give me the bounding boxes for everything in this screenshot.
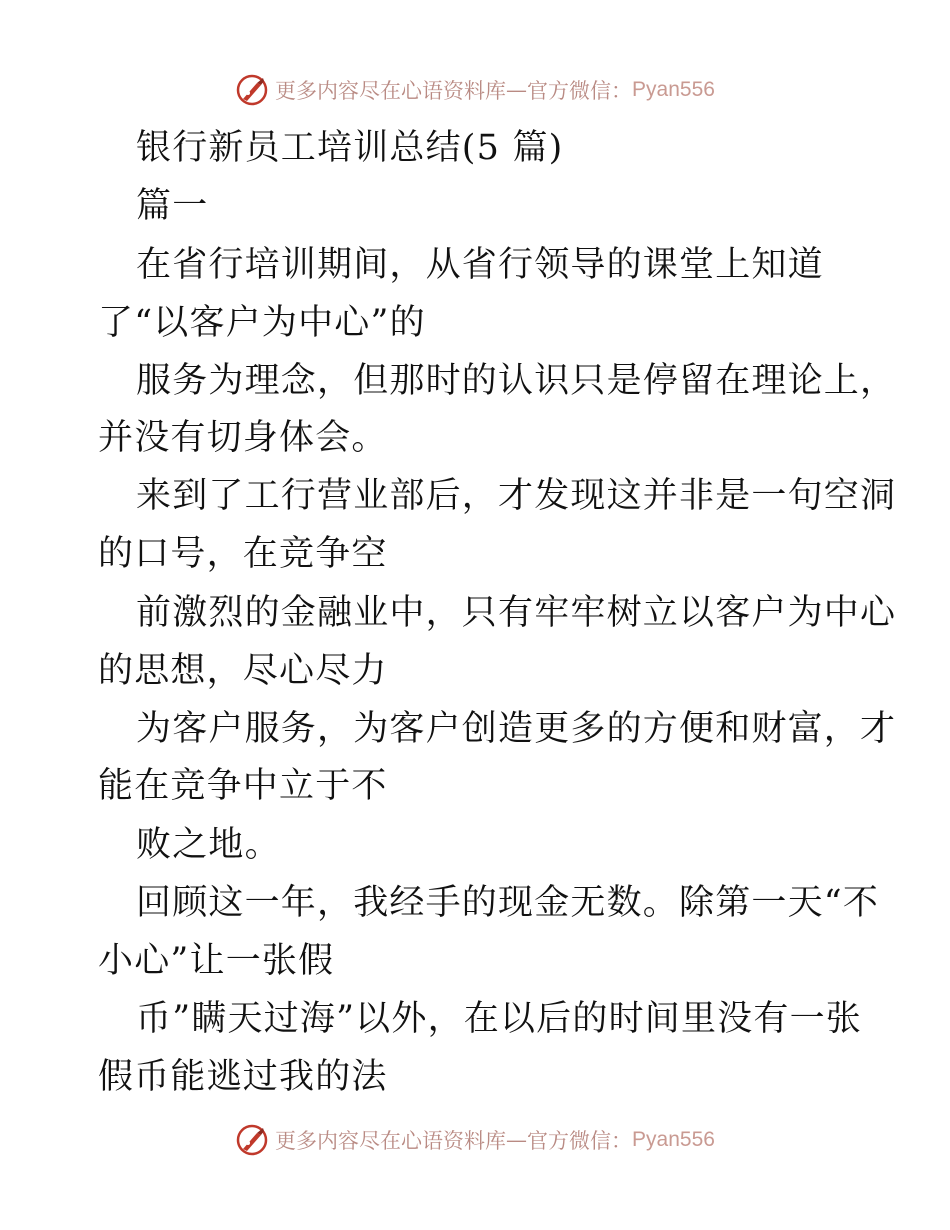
watermark-wechat-id: Pyan556 bbox=[632, 1128, 715, 1151]
paragraph-line: 并没有切身体会。 bbox=[98, 418, 388, 458]
paragraph-line: 在省行培训期间，从省行领导的课堂上知道 bbox=[136, 245, 824, 285]
watermark-label: 官方微信： bbox=[527, 1129, 633, 1153]
paragraph-line: 回顾这一年，我经手的现金无数。除第一天“不 bbox=[136, 883, 880, 923]
watermark-site-text: 更多内容尽在心语资料库 bbox=[275, 79, 507, 103]
watermark-label: 官方微信： bbox=[527, 79, 633, 103]
paragraph-line: 币”瞒天过海”以外，在以后的时间里没有一张 bbox=[136, 999, 862, 1039]
paragraph-line: 败之地。 bbox=[136, 825, 281, 865]
watermark-site-text: 更多内容尽在心语资料库 bbox=[275, 1129, 507, 1153]
header-watermark bbox=[0, 68, 950, 112]
paragraph-line: 前激烈的金融业中，只有牢牢树立以客户为中心 bbox=[136, 593, 897, 633]
paragraph-line: 来到了工行营业部后，才发现这并非是一句空洞 bbox=[136, 476, 897, 516]
quill-pen-circle-icon bbox=[235, 73, 269, 107]
quill-pen-circle-icon bbox=[235, 1123, 269, 1157]
paragraph-line: 的思想，尽心尽力 bbox=[98, 651, 388, 691]
paragraph-line: 小心”让一张假 bbox=[98, 941, 335, 981]
paragraph-line: 能在竞争中立于不 bbox=[98, 766, 388, 806]
paragraph-line: 服务为理念，但那时的认识只是停留在理论上， bbox=[136, 361, 897, 401]
watermark-dash: — bbox=[506, 78, 528, 102]
paragraph-line: 的口号，在竞争空 bbox=[98, 534, 388, 574]
paragraph-line: 假币能逃过我的法 bbox=[98, 1057, 388, 1097]
document-title: 银行新员工培训总结(5 篇) bbox=[136, 128, 564, 168]
footer-watermark bbox=[0, 1118, 950, 1162]
paragraph-line: 了“以客户为中心”的 bbox=[98, 303, 426, 343]
watermark-wechat-id: Pyan556 bbox=[632, 78, 715, 101]
watermark-dash: — bbox=[506, 1128, 528, 1152]
paragraph-line: 为客户服务，为客户创造更多的方便和财富，才 bbox=[136, 709, 897, 749]
section-heading: 篇一 bbox=[136, 186, 209, 226]
